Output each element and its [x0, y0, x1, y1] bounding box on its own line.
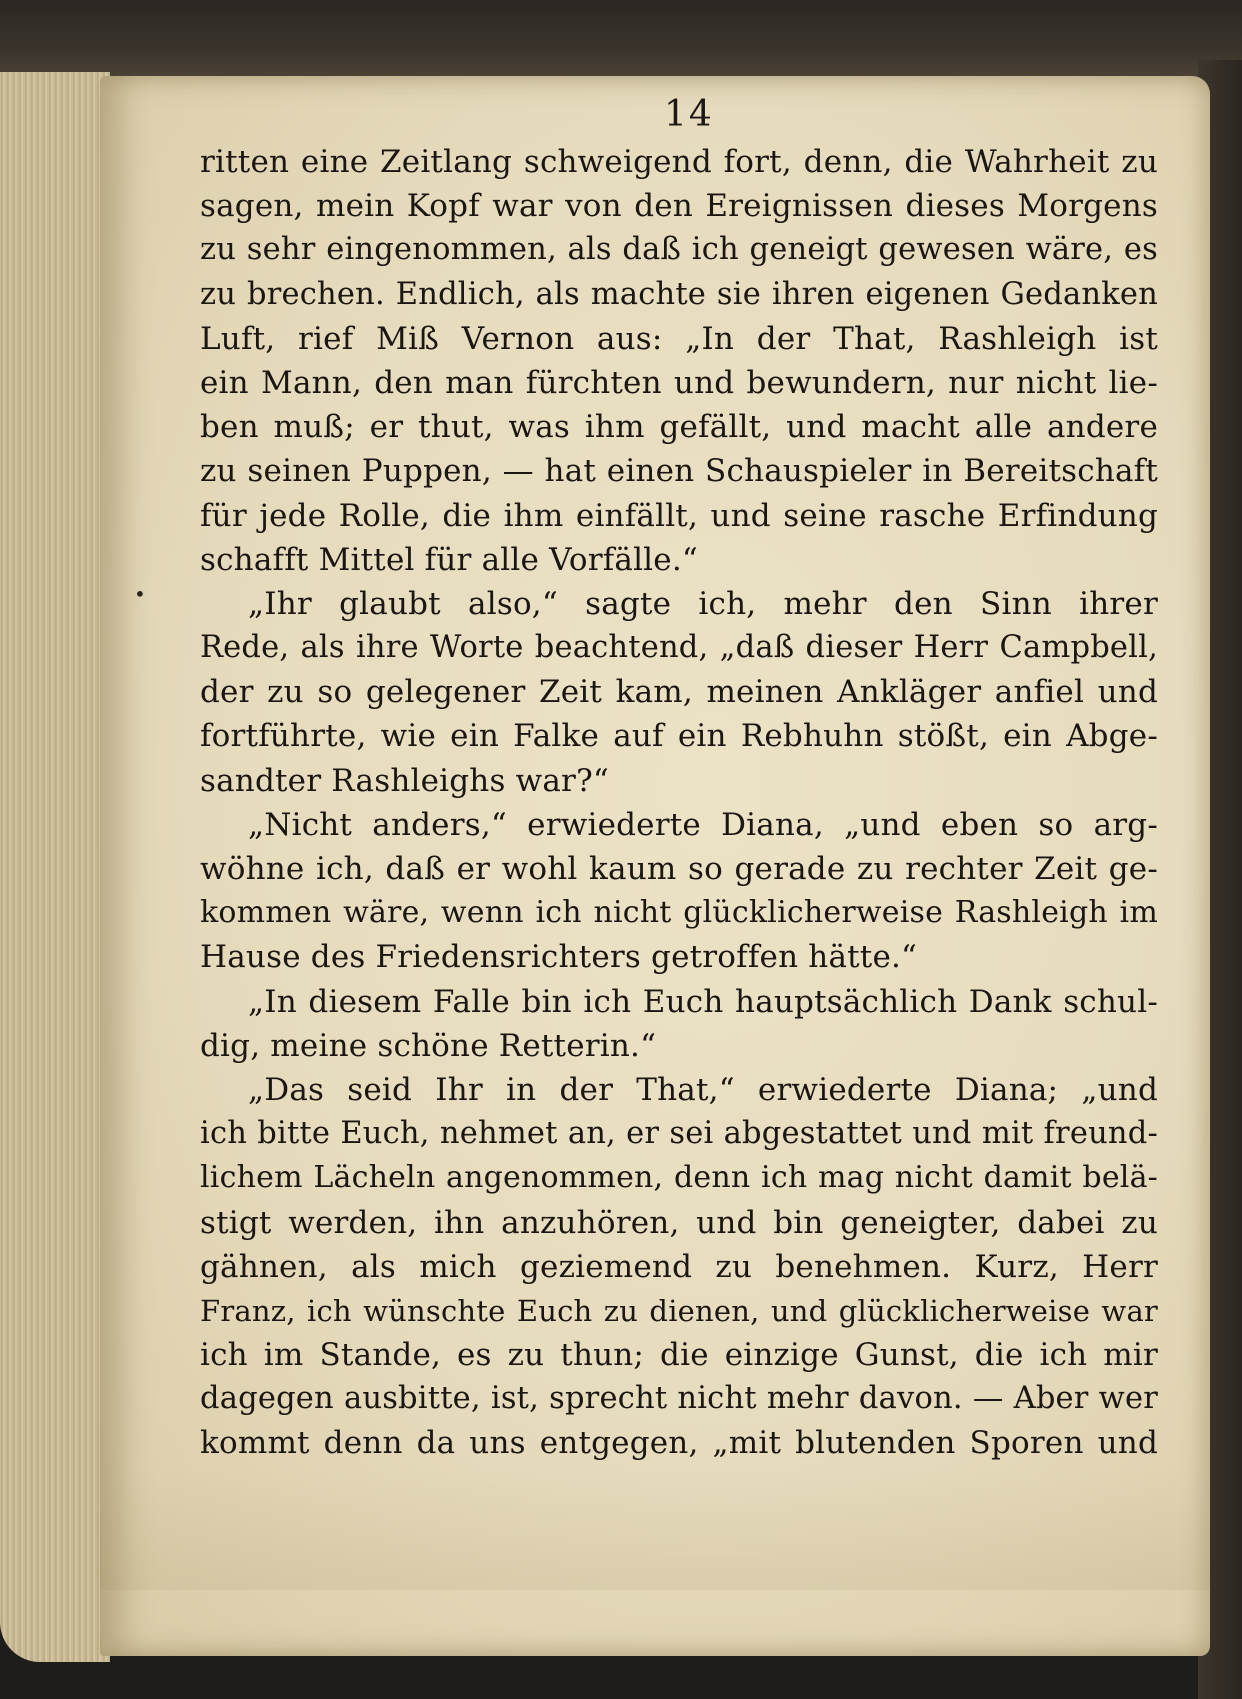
text-line: „Das seid Ihr in der That,“ erwiederte Diana; „und — [248, 1071, 1158, 1108]
text-line: zu sehr eingenommen, als daß ich geneigt gewesen wäre, es — [200, 232, 1158, 268]
body-text — [200, 140, 1158, 1466]
text-line: „In diesem Falle bin ich Euch hauptsächlich Dank schul- — [248, 983, 1158, 1020]
page-stack-edge — [0, 72, 110, 1662]
text-line: lichem Lächeln angenommen, denn ich mag nicht damit belä- — [200, 1160, 1158, 1196]
text-line: für jede Rolle, die ihm einfällt, und seine rasche Erfindung — [200, 497, 1158, 534]
margin-mark: • — [134, 582, 146, 606]
text-line: zu brechen. Endlich, als machte sie ihren eigenen Gedanken — [200, 276, 1158, 312]
text-line: dig, meine schöne Retterin.“ — [200, 1027, 657, 1064]
book-cover-top — [0, 0, 1242, 85]
text-line: kommen wäre, wenn ich nicht glücklicherweise Rashleigh im — [200, 895, 1158, 931]
text-line: „Nicht anders,“ erwiederte Diana, „und eben so arg- — [248, 806, 1158, 843]
text-line: der zu so gelegener Zeit kam, meinen Ankläger anfiel und — [200, 674, 1158, 711]
page-number: 14 — [664, 94, 714, 135]
text-line: Hause des Friedensrichters getroffen hätte.“ — [200, 939, 918, 976]
text-line: stigt werden, ihn anzuhören, und bin geneigter, dabei zu — [200, 1204, 1158, 1241]
text-line: sandter Rashleighs war?“ — [200, 762, 609, 799]
text-line: dagegen ausbitte, ist, sprecht nicht mehr davon. — Aber wer — [200, 1381, 1158, 1417]
text-line: kommt denn da uns entgegen, „mit blutenden Sporen und — [200, 1425, 1158, 1462]
text-line: ich bitte Euch, nehmet an, er sei abgestattet und mit freund- — [200, 1116, 1158, 1152]
text-line: fortführte, wie ein Falke auf ein Rebhuhn stößt, ein Abge- — [200, 718, 1158, 755]
text-line: Franz, ich wünschte Euch zu dienen, und glücklicherweise war — [200, 1293, 1158, 1328]
text-line: sagen, mein Kopf war von den Ereignissen dieses Morgens — [200, 188, 1158, 225]
text-line: Luft, rief Miß Vernon aus: „In der That, Rashleigh ist — [200, 320, 1158, 357]
text-line: ein Mann, den man fürchten und bewundern, nur nicht lie- — [200, 364, 1158, 401]
text-line: ich im Stande, es zu thun; die einzige Gunst, die ich mir — [200, 1337, 1158, 1374]
text-line: ritten eine Zeitlang schweigend fort, denn, die Wahrheit zu — [200, 144, 1158, 180]
text-line: Rede, als ihre Worte beachtend, „daß dieser Herr Campbell, — [200, 630, 1158, 666]
text-line: schafft Mittel für alle Vorfälle.“ — [200, 541, 698, 578]
text-line: gähnen, als mich geziemend zu benehmen. Kurz, Herr — [200, 1248, 1158, 1285]
text-line: „Ihr glaubt also,“ sagte ich, mehr den Sinn ihrer — [248, 585, 1158, 622]
text-line: zu seinen Puppen, — hat einen Schauspieler in Bereitschaft — [200, 453, 1158, 490]
text-line: wöhne ich, daß er wohl kaum so gerade zu rechter Zeit ge- — [200, 851, 1158, 887]
text-line: ben muß; er thut, was ihm gefällt, und macht alle andere — [200, 409, 1158, 446]
